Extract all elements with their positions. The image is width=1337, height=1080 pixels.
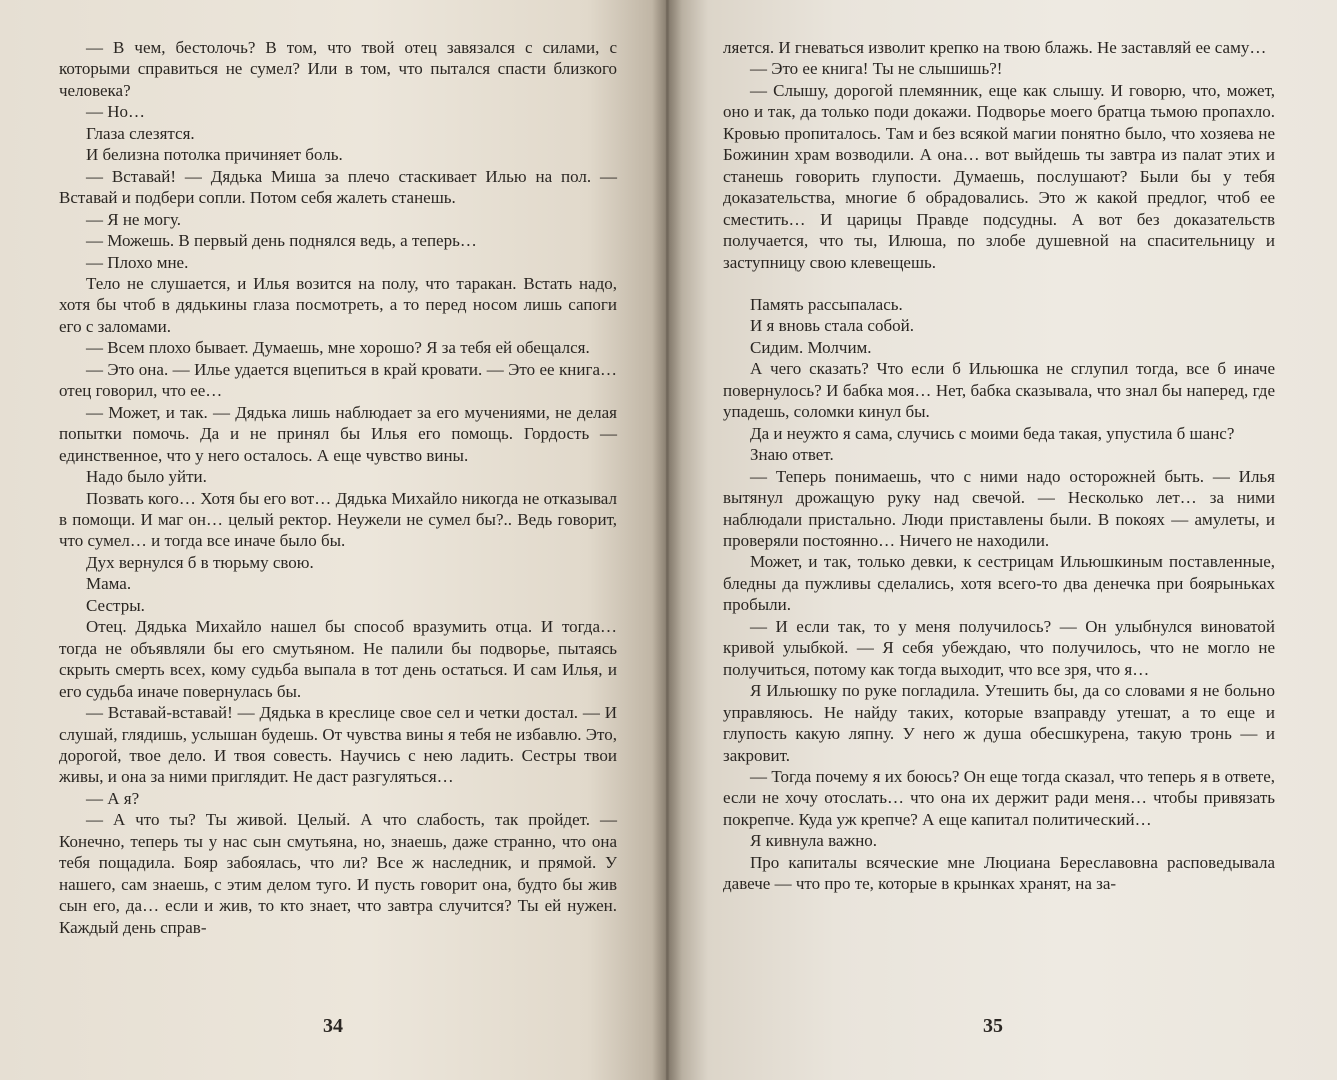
- paragraph: А чего сказать? Что если б Ильюшка не сглупил тогда, все б иначе повернулось? И бабка моя… Нет, бабка сказывала, что знал бы наперед, где упадешь, соломки кинул бы.: [723, 359, 1275, 422]
- paragraph: — Это ее книга! Ты не слышишь?!: [750, 59, 1003, 79]
- paragraph: — Можешь. В первый день поднялся ведь, а теперь…: [86, 231, 477, 251]
- paragraph: Память рассыпалась.: [750, 294, 903, 314]
- paragraph: — А что ты? Ты живой. Целый. А что слабость, так пройдет. — Конечно, теперь ты у нас сын смутьяна, но, знаешь, даже странно, что она тебя пощадила. Бояр забоялась, что ли? Все ж наследник, и прямой. У нашего, сам знаешь, с этим делом туго. И пусть говорит она, будто бы жив сын его, да… если и жив, то кто знает, что завтра случится? Ты ей нужен. Каждый день справ-: [59, 810, 617, 937]
- paragraph: Да и неужто я сама, случись с моими беда такая, упустила б шанс?: [750, 423, 1235, 443]
- paragraph: — В чем, бестолочь? В том, что твой отец завязался с силами, с которыми справиться не сумел? Или в том, что пытался спасти близкого человека?: [59, 38, 617, 100]
- paragraph: — А я?: [86, 788, 140, 808]
- left-page-text: [59, 37, 617, 938]
- paragraph: Отец. Дядька Михайло нашел бы способ вразумить отца. И тогда… тогда не объявляли бы его смутьяном. Не палили бы подворье, пытаясь скрыть смерть всех, кому судьба выпала в тот день остаться. И сам Илья, и его судьба иначе повернулась бы.: [59, 617, 617, 701]
- right-page-text: [723, 37, 1275, 895]
- paragraph: И белизна потолка причиняет боль.: [86, 145, 343, 165]
- paragraph: — Я не могу.: [86, 209, 182, 229]
- paragraph: Сидим. Молчим.: [750, 337, 872, 357]
- paragraph: Про капиталы всяческие мне Люциана Береславовна расповедывала давече — что про те, которые в крынках хранят, на за-: [723, 852, 1275, 894]
- paragraph: Я Ильюшку по руке погладила. Утешить бы, да со словами я не больно управляюсь. Не найду таких, которые взаправду утешат, а то еще и глупость какую ляпну. У него ж душа обесшкурена, такую тронь — и закровит.: [723, 681, 1275, 765]
- paragraph: И я вновь стала собой.: [750, 316, 914, 336]
- left-page-number: 34: [323, 1015, 343, 1037]
- paragraph: — Но…: [86, 102, 146, 122]
- paragraph: Дух вернулся б в тюрьму свою.: [86, 552, 314, 572]
- section-break: [723, 273, 1275, 294]
- paragraph: Глаза слезятся.: [86, 123, 195, 143]
- paragraph: Может, и так, только девки, к сестрицам Ильюшкиным поставленные, бледны да пужливы сделались, хотя всего-то два денечка при боярыньках пробыли.: [723, 552, 1275, 615]
- paragraph: — Теперь понимаешь, что с ними надо осторожней быть. — Илья вытянул дрожащую руку над свечой. — Несколько лет… за ними наблюдали пристально. Люди приставлены были. В покоях — амулеты, и проверяли постоянно… Ничего не находили.: [723, 466, 1275, 550]
- paragraph: Тело не слушается, и Илья возится на полу, что таракан. Встать надо, хотя бы чтоб в дядькины глаза посмотреть, а то перед носом лишь сапоги его с заломами.: [59, 273, 617, 336]
- paragraph: Надо было уйти.: [86, 467, 207, 487]
- left-page: [0, 0, 668, 1080]
- paragraph: — Это она. — Илье удается вцепиться в край кровати. — Это ее книга… отец говорил, что ее…: [59, 359, 617, 401]
- paragraph: Я кивнула важно.: [750, 831, 878, 851]
- paragraph: — Слышу, дорогой племянник, еще как слышу. И говорю, что, может, оно и так, да только поди докажи. Подворье моего братца тьмою пропахло. Кровью пропиталось. Там и без всякой магии понятно было, что хозяева не Божинин храм возводили. А она… вот выйдешь ты завтра из палат этих и станешь говорить глупости. Думаешь, послушают? Были бы у тебя доказательства, многие б обрадовались. Это ж какой предлог, чтоб ее сместить… И царицы Правде подсудны. А вот без доказательств получается, что ты, Илюша, по злобе душевной на спасительницу и заступницу свою клевещешь.: [723, 80, 1275, 272]
- paragraph: ляется. И гневаться изволит крепко на твою блажь. Не заставляй ее саму…: [723, 38, 1267, 57]
- paragraph: Позвать кого… Хотя бы его вот… Дядька Михайло никогда не отказывал в помощи. И маг он… целый ректор. Неужели не сумел бы?.. Ведь говорит, что сумел… и тогда все иначе было бы.: [59, 488, 617, 551]
- paragraph: — Вставай-вставай! — Дядька в креслице свое сел и четки достал. — И слушай, глядишь, услышан будешь. От чувства вины я тебя не избавлю. Это, дорогой, твое дело. И твоя совесть. Научись с нею ладить. Сестры твои живы, и она за ними приглядит. Не даст разгуляться…: [59, 703, 617, 787]
- paragraph: — Может, и так. — Дядька лишь наблюдает за его мучениями, не делая попытки помочь. Да и не принял бы Илья его помощь. Гордость — единственное, что у него осталось. А еще чувство вины.: [59, 402, 617, 465]
- paragraph: — Тогда почему я их боюсь? Он еще тогда сказал, что теперь я в ответе, если не хочу отослать… что она их держит ради меня… чтобы привязать покрепче. Куда уж крепче? А еще капитал политический…: [723, 766, 1275, 829]
- paragraph: — И если так, то у меня получилось? — Он улыбнулся виноватой кривой улыбкой. — Я себя убеждаю, что получилось, что не могло не получиться, потому как тогда выходит, что все зря, что я…: [723, 616, 1275, 679]
- right-page: [668, 0, 1337, 1080]
- paragraph: — Плохо мне.: [86, 252, 189, 272]
- paragraph: Знаю ответ.: [750, 445, 834, 465]
- paragraph: Сестры.: [86, 595, 145, 615]
- right-page-number: 35: [983, 1015, 1003, 1037]
- paragraph: Мама.: [86, 574, 132, 594]
- paragraph: — Всем плохо бывает. Думаешь, мне хорошо? Я за тебя ей обещался.: [86, 338, 590, 358]
- paragraph: — Вставай! — Дядька Миша за плечо стаскивает Илью на пол. — Вставай и подбери сопли. Потом себя жалеть станешь.: [59, 166, 617, 208]
